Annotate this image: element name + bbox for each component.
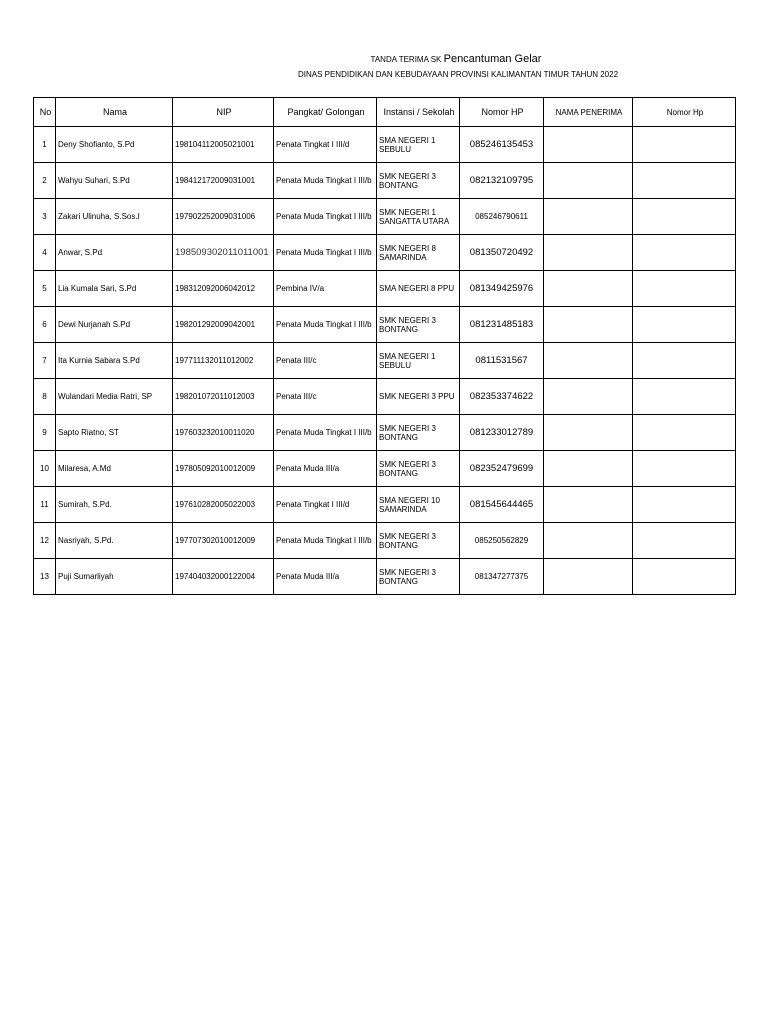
row-instansi-cell: SMA NEGERI 1 SEBULU (377, 343, 460, 379)
col-header-nomor-hp-penerima: Nomor Hp (633, 98, 736, 127)
row-nip-cell: 197902252009031006 (173, 199, 274, 235)
row-nomor-hp-cell: 081233012789 (460, 415, 544, 451)
row-no-cell: 12 (34, 523, 56, 559)
table-row (34, 271, 736, 307)
table-row (34, 487, 736, 523)
table-row (34, 343, 736, 379)
row-nomor-hp-cell: 082353374622 (460, 379, 544, 415)
col-header-nama: Nama (56, 98, 173, 127)
row-nama-penerima-cell (544, 343, 633, 379)
row-nomor-hp-cell: 082352479699 (460, 451, 544, 487)
col-header-nip: NIP (173, 98, 274, 127)
table-header-row (34, 98, 736, 127)
row-nama-penerima-cell (544, 487, 633, 523)
row-nomor-hp-cell: 081545644465 (460, 487, 544, 523)
row-instansi-cell: SMK NEGERI 3 BONTANG (377, 523, 460, 559)
row-instansi-cell: SMA NEGERI 1 SEBULU (377, 127, 460, 163)
table-row (34, 559, 736, 595)
row-instansi-cell: SMK NEGERI 3 BONTANG (377, 163, 460, 199)
row-pangkat-cell: Penata Muda Tingkat I III/b (274, 307, 377, 343)
title-prefix: TANDA TERIMA SK (370, 55, 444, 64)
row-no-cell: 11 (34, 487, 56, 523)
row-instansi-cell: SMK NEGERI 3 PPU (377, 379, 460, 415)
title-main: Pencantuman Gelar (443, 53, 542, 65)
row-nama-cell: Milaresa, A.Md (56, 451, 173, 487)
document-title (0, 53, 768, 65)
row-nomor-hp-penerima-cell (633, 379, 736, 415)
row-nama-cell: Ita Kurnia Sabara S.Pd (56, 343, 173, 379)
row-nomor-hp-penerima-cell (633, 523, 736, 559)
row-nip-cell: 198312092006042012 (173, 271, 274, 307)
row-nama-penerima-cell (544, 451, 633, 487)
row-nama-cell: Puji Sumarliyah (56, 559, 173, 595)
row-no-cell: 9 (34, 415, 56, 451)
row-nama-penerima-cell (544, 523, 633, 559)
row-nama-penerima-cell (544, 307, 633, 343)
row-instansi-cell: SMA NEGERI 10 SAMARINDA (377, 487, 460, 523)
row-pangkat-cell: Penata Tingkat I III/d (274, 487, 377, 523)
row-no-cell: 8 (34, 379, 56, 415)
row-nomor-hp-penerima-cell (633, 343, 736, 379)
row-nama-cell: Nasriyah, S.Pd. (56, 523, 173, 559)
row-nip-cell: 197610282005022003 (173, 487, 274, 523)
row-no-cell: 3 (34, 199, 56, 235)
row-nomor-hp-penerima-cell (633, 559, 736, 595)
row-nomor-hp-cell: 081231485183 (460, 307, 544, 343)
row-nip-cell: 198201292009042001 (173, 307, 274, 343)
row-nomor-hp-cell: 081347277375 (460, 559, 544, 595)
row-nama-penerima-cell (544, 199, 633, 235)
table-row (34, 307, 736, 343)
row-no-cell: 1 (34, 127, 56, 163)
row-pangkat-cell: Penata III/c (274, 343, 377, 379)
row-nomor-hp-penerima-cell (633, 451, 736, 487)
row-nama-penerima-cell (544, 415, 633, 451)
row-pangkat-cell: Pembina IV/a (274, 271, 377, 307)
row-nama-penerima-cell (544, 379, 633, 415)
row-no-cell: 7 (34, 343, 56, 379)
row-nama-penerima-cell (544, 271, 633, 307)
row-nomor-hp-penerima-cell (633, 415, 736, 451)
row-pangkat-cell: Penata Muda Tingkat I III/b (274, 163, 377, 199)
row-nomor-hp-penerima-cell (633, 235, 736, 271)
row-nip-cell: 197404032000122004 (173, 559, 274, 595)
row-nip-cell: 198104112005021001 (173, 127, 274, 163)
recipient-table (33, 97, 736, 595)
row-nama-penerima-cell (544, 127, 633, 163)
table-row (34, 199, 736, 235)
row-nomor-hp-penerima-cell (633, 199, 736, 235)
row-nama-cell: Zakari Ulinuha, S.Sos.I (56, 199, 173, 235)
row-nomor-hp-penerima-cell (633, 127, 736, 163)
table-row (34, 451, 736, 487)
row-pangkat-cell: Penata Tingkat I III/d (274, 127, 377, 163)
row-no-cell: 4 (34, 235, 56, 271)
row-nomor-hp-cell: 081349425976 (460, 271, 544, 307)
row-nomor-hp-cell: 085250562829 (460, 523, 544, 559)
row-instansi-cell: SMA NEGERI 8 PPU (377, 271, 460, 307)
row-nama-cell: Anwar, S.Pd (56, 235, 173, 271)
row-nama-cell: Wahyu Suhari, S.Pd (56, 163, 173, 199)
row-nip-cell: 197711132011012002 (173, 343, 274, 379)
row-nama-cell: Lia Kumala Sari, S.Pd (56, 271, 173, 307)
row-nomor-hp-cell: 081350720492 (460, 235, 544, 271)
row-nama-cell: Dewi Nurjanah S.Pd (56, 307, 173, 343)
row-pangkat-cell: Penata Muda III/a (274, 559, 377, 595)
row-nama-penerima-cell (544, 559, 633, 595)
col-header-nomor-hp: Nomor HP (460, 98, 544, 127)
col-header-nama-penerima: NAMA PENERIMA (544, 98, 633, 127)
row-pangkat-cell: Penata Muda Tingkat I III/b (274, 199, 377, 235)
table-row (34, 379, 736, 415)
row-no-cell: 13 (34, 559, 56, 595)
row-instansi-cell: SMK NEGERI 3 BONTANG (377, 559, 460, 595)
row-pangkat-cell: Penata Muda Tingkat I III/b (274, 415, 377, 451)
row-nomor-hp-penerima-cell (633, 487, 736, 523)
row-nama-cell: Sapto Riatno, ST (56, 415, 173, 451)
row-nama-cell: Deny Shofianto, S.Pd (56, 127, 173, 163)
row-nomor-hp-cell: 085246790611 (460, 199, 544, 235)
row-nama-cell: Sumirah, S.Pd. (56, 487, 173, 523)
row-pangkat-cell: Penata Muda III/a (274, 451, 377, 487)
row-instansi-cell: SMK NEGERI 3 BONTANG (377, 415, 460, 451)
row-pangkat-cell: Penata Muda Tingkat I III/b (274, 523, 377, 559)
table-row (34, 235, 736, 271)
row-instansi-cell: SMK NEGERI 3 BONTANG (377, 451, 460, 487)
row-nomor-hp-cell: 0811531567 (460, 343, 544, 379)
row-nip-cell: 198201072011012003 (173, 379, 274, 415)
row-pangkat-cell: Penata Muda Tingkat I III/b (274, 235, 377, 271)
row-nama-penerima-cell (544, 163, 633, 199)
row-no-cell: 6 (34, 307, 56, 343)
col-header-no: No (34, 98, 56, 127)
table-row (34, 415, 736, 451)
row-nomor-hp-cell: 082132109795 (460, 163, 544, 199)
row-instansi-cell: SMK NEGERI 3 BONTANG (377, 307, 460, 343)
row-pangkat-cell: Penata III/c (274, 379, 377, 415)
table-row (34, 127, 736, 163)
row-instansi-cell: SMK NEGERI 1 SANGATTA UTARA (377, 199, 460, 235)
row-no-cell: 2 (34, 163, 56, 199)
table-row (34, 523, 736, 559)
row-nama-cell: Wulandari Media Ratri, SP (56, 379, 173, 415)
document-subtitle: DINAS PENDIDIKAN DAN KEBUDAYAAN PROVINSI KALIMANTAN TIMUR TAHUN 2022 (297, 70, 619, 79)
row-nip-cell: 197707302010012009 (173, 523, 274, 559)
row-nomor-hp-penerima-cell (633, 163, 736, 199)
row-nomor-hp-penerima-cell (633, 271, 736, 307)
table-body (34, 127, 736, 595)
row-nip-cell: 197805092010012009 (173, 451, 274, 487)
row-nomor-hp-penerima-cell (633, 307, 736, 343)
row-no-cell: 10 (34, 451, 56, 487)
row-nomor-hp-cell: 085246135453 (460, 127, 544, 163)
col-header-instansi: Instansi / Sekolah (377, 98, 460, 127)
row-instansi-cell: SMK NEGERI 8 SAMARINDA (377, 235, 460, 271)
row-nama-penerima-cell (544, 235, 633, 271)
row-nip-cell: 198509302011011001 (173, 235, 274, 271)
row-no-cell: 5 (34, 271, 56, 307)
col-header-pangkat: Pangkat/ Golongan (274, 98, 377, 127)
row-nip-cell: 198412172009031001 (173, 163, 274, 199)
table-row (34, 163, 736, 199)
row-nip-cell: 197603232010011020 (173, 415, 274, 451)
